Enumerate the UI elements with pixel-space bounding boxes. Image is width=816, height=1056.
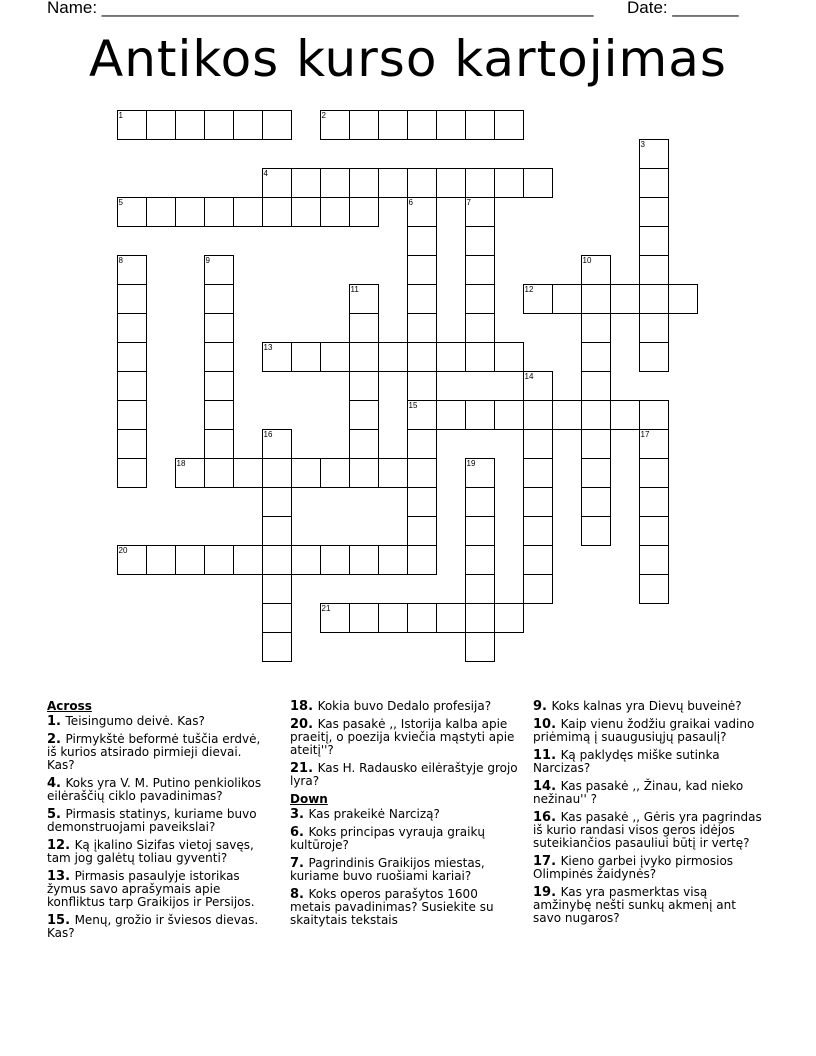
clue-item xyxy=(290,857,520,883)
grid-cell[interactable] xyxy=(494,400,524,430)
grid-cell[interactable] xyxy=(233,197,263,227)
grid-cell[interactable] xyxy=(639,139,669,169)
grid-cell[interactable] xyxy=(175,545,205,575)
clue-number-label: 12. xyxy=(47,838,75,853)
clue-item xyxy=(47,839,269,865)
grid-cell[interactable] xyxy=(349,429,379,459)
grid-cell[interactable] xyxy=(407,313,437,343)
clue-text: Koks principas vyrauja graikų kultūroje? xyxy=(290,825,485,852)
grid-cell[interactable] xyxy=(117,110,147,140)
grid-cell[interactable] xyxy=(523,400,553,430)
clue-number: 13 xyxy=(263,342,273,352)
grid-cell[interactable] xyxy=(407,110,437,140)
clue-number: 5 xyxy=(118,197,123,207)
grid-cell[interactable] xyxy=(581,429,611,459)
clue-number-label: 19. xyxy=(533,885,561,900)
clue-text: Koks kalnas yra Dievų buveinė? xyxy=(551,699,742,713)
clue-item xyxy=(290,888,520,927)
clue-text: Ką paklydęs miške sutinka Narcizas? xyxy=(533,748,720,775)
clue-number: 2 xyxy=(321,110,326,120)
grid-cell[interactable] xyxy=(233,458,263,488)
grid-cell[interactable] xyxy=(204,400,234,430)
grid-cell[interactable] xyxy=(233,110,263,140)
grid-cell[interactable] xyxy=(407,516,437,546)
grid-cell[interactable] xyxy=(262,603,292,633)
grid-cell[interactable] xyxy=(581,342,611,372)
clue-number: 21 xyxy=(321,603,331,613)
grid-cell[interactable] xyxy=(291,458,321,488)
grid-cell[interactable] xyxy=(204,429,234,459)
clue-number-label: 1. xyxy=(47,714,66,729)
grid-cell[interactable] xyxy=(552,284,582,314)
grid-cell[interactable] xyxy=(610,400,640,430)
grid-cell[interactable] xyxy=(117,458,147,488)
grid-cell[interactable] xyxy=(494,342,524,372)
clue-item xyxy=(47,777,269,803)
grid-cell[interactable] xyxy=(262,197,292,227)
grid-cell[interactable] xyxy=(639,429,669,459)
grid-cell[interactable] xyxy=(146,110,176,140)
clue-item xyxy=(533,811,763,850)
clue-text: Kas prakeikė Narcizą? xyxy=(308,807,440,821)
grid-cell[interactable] xyxy=(262,516,292,546)
grid-cell[interactable] xyxy=(146,545,176,575)
grid-cell[interactable] xyxy=(523,487,553,517)
clue-number-label: 11. xyxy=(533,748,561,763)
grid-cell[interactable] xyxy=(523,284,553,314)
grid-cell[interactable] xyxy=(465,197,495,227)
clue-text: Pagrindinis Graikijos miestas, kuriame buvo ruošiami kariai? xyxy=(290,856,485,883)
grid-cell[interactable] xyxy=(349,313,379,343)
grid-cell[interactable] xyxy=(639,342,669,372)
grid-cell[interactable] xyxy=(117,429,147,459)
grid-cell[interactable] xyxy=(262,632,292,662)
grid-cell[interactable] xyxy=(465,255,495,285)
grid-cell[interactable] xyxy=(523,545,553,575)
clue-number-label: 21. xyxy=(290,761,318,776)
grid-cell[interactable] xyxy=(320,110,350,140)
grid-cell[interactable] xyxy=(436,110,466,140)
grid-cell[interactable] xyxy=(262,342,292,372)
clue-number-label: 17. xyxy=(533,854,561,869)
grid-cell[interactable] xyxy=(494,110,524,140)
grid-cell[interactable] xyxy=(407,400,437,430)
grid-cell[interactable] xyxy=(407,342,437,372)
clue-text: Koks operos parašytos 1600 metais pavadinimas? Susiekite su skaitytais tekstais xyxy=(290,887,494,927)
grid-cell[interactable] xyxy=(204,255,234,285)
grid-cell[interactable] xyxy=(262,545,292,575)
grid-cell[interactable] xyxy=(378,342,408,372)
clue-number: 1 xyxy=(118,110,123,120)
grid-cell[interactable] xyxy=(581,313,611,343)
grid-cell[interactable] xyxy=(378,110,408,140)
grid-cell[interactable] xyxy=(581,516,611,546)
grid-cell[interactable] xyxy=(233,545,263,575)
grid-cell[interactable] xyxy=(610,284,640,314)
grid-cell[interactable] xyxy=(349,168,379,198)
grid-cell[interactable] xyxy=(465,516,495,546)
grid-cell[interactable] xyxy=(639,284,669,314)
grid-cell[interactable] xyxy=(465,458,495,488)
clue-number-label: 2. xyxy=(47,732,66,747)
grid-cell[interactable] xyxy=(494,168,524,198)
clue-item xyxy=(47,715,269,728)
grid-cell[interactable] xyxy=(204,342,234,372)
clue-text: Menų, grožio ir šviesos dievas. Kas? xyxy=(47,913,259,940)
grid-cell[interactable] xyxy=(465,632,495,662)
grid-cell[interactable] xyxy=(581,400,611,430)
clue-number: 11 xyxy=(350,284,359,294)
grid-cell[interactable] xyxy=(349,371,379,401)
clue-text: Pirmasis statinys, kuriame buvo demonstruojami paveikslai? xyxy=(47,807,257,834)
clue-item xyxy=(290,718,520,757)
clue-number: 9 xyxy=(205,255,210,265)
grid-cell[interactable] xyxy=(117,400,147,430)
grid-cell[interactable] xyxy=(204,313,234,343)
clue-item xyxy=(290,762,520,788)
clues-column-1 xyxy=(47,700,269,945)
clue-number-label: 9. xyxy=(533,699,552,714)
grid-cell[interactable] xyxy=(407,197,437,227)
grid-cell[interactable] xyxy=(291,545,321,575)
grid-cell[interactable] xyxy=(175,197,205,227)
clue-number: 3 xyxy=(640,139,645,149)
grid-cell[interactable] xyxy=(465,342,495,372)
clue-number: 8 xyxy=(118,255,123,265)
grid-cell[interactable] xyxy=(262,487,292,517)
grid-cell[interactable] xyxy=(349,110,379,140)
grid-cell[interactable] xyxy=(204,371,234,401)
grid-cell[interactable] xyxy=(523,574,553,604)
clue-number-label: 7. xyxy=(290,856,309,871)
grid-cell[interactable] xyxy=(436,342,466,372)
clue-number-label: 3. xyxy=(290,807,309,822)
grid-cell[interactable] xyxy=(552,400,582,430)
grid-cell[interactable] xyxy=(117,545,147,575)
clue-number: 18 xyxy=(176,458,186,468)
clue-item xyxy=(290,826,520,852)
clue-item xyxy=(47,733,269,772)
grid-cell[interactable] xyxy=(523,168,553,198)
grid-cell[interactable] xyxy=(523,516,553,546)
grid-cell[interactable] xyxy=(349,603,379,633)
grid-cell[interactable] xyxy=(639,487,669,517)
grid-cell[interactable] xyxy=(523,458,553,488)
grid-cell[interactable] xyxy=(204,458,234,488)
grid-cell[interactable] xyxy=(523,371,553,401)
grid-cell[interactable] xyxy=(204,110,234,140)
grid-cell[interactable] xyxy=(175,458,205,488)
grid-cell[interactable] xyxy=(581,284,611,314)
clue-number-label: 18. xyxy=(290,699,318,714)
clue-number-label: 5. xyxy=(47,807,66,822)
clue-item xyxy=(533,886,763,925)
grid-cell[interactable] xyxy=(204,197,234,227)
clue-item xyxy=(47,808,269,834)
page-title: Antikos kurso kartojimas xyxy=(89,30,727,88)
grid-cell[interactable] xyxy=(262,458,292,488)
grid-cell[interactable] xyxy=(262,429,292,459)
clue-text: Teisingumo deivė. Kas? xyxy=(65,714,205,728)
grid-cell[interactable] xyxy=(523,429,553,459)
grid-cell[interactable] xyxy=(117,197,147,227)
grid-cell[interactable] xyxy=(639,516,669,546)
clue-number-label: 8. xyxy=(290,887,309,902)
grid-cell[interactable] xyxy=(349,342,379,372)
clue-item xyxy=(47,914,269,940)
clue-number: 15 xyxy=(408,400,418,410)
grid-cell[interactable] xyxy=(407,487,437,517)
grid-cell[interactable] xyxy=(407,255,437,285)
across-heading: Across xyxy=(47,699,92,713)
grid-cell[interactable] xyxy=(465,313,495,343)
grid-cell[interactable] xyxy=(378,603,408,633)
grid-cell[interactable] xyxy=(320,168,350,198)
grid-cell[interactable] xyxy=(117,313,147,343)
clue-number: 6 xyxy=(408,197,413,207)
clue-text: Kas pasakė ,, Gėris yra pagrindas iš kurio randasi visos geros idėjos suteikiančios pasauliui būtį ir vertę? xyxy=(533,810,762,850)
grid-cell[interactable] xyxy=(436,400,466,430)
grid-cell[interactable] xyxy=(349,458,379,488)
date-field-label: Date: _______ xyxy=(627,0,739,17)
grid-cell[interactable] xyxy=(436,168,466,198)
grid-cell[interactable] xyxy=(407,284,437,314)
clue-number-label: 10. xyxy=(533,717,561,732)
clue-number-label: 16. xyxy=(533,810,561,825)
grid-cell[interactable] xyxy=(494,603,524,633)
clue-text: Kas pasakė ,, Istorija kalba apie praeitį, o poezija kviečia mąstyti apie ateitį''? xyxy=(290,717,515,757)
clue-item xyxy=(533,718,763,744)
clue-item xyxy=(533,780,763,806)
grid-cell[interactable] xyxy=(407,371,437,401)
clue-item xyxy=(290,808,520,821)
grid-cell[interactable] xyxy=(581,255,611,285)
grid-cell[interactable] xyxy=(378,545,408,575)
clue-number: 16 xyxy=(263,429,273,439)
grid-cell[interactable] xyxy=(465,284,495,314)
grid-cell[interactable] xyxy=(465,487,495,517)
grid-cell[interactable] xyxy=(291,197,321,227)
grid-cell[interactable] xyxy=(465,226,495,256)
grid-cell[interactable] xyxy=(465,110,495,140)
clue-number-label: 6. xyxy=(290,825,309,840)
grid-cell[interactable] xyxy=(465,400,495,430)
grid-cell[interactable] xyxy=(639,400,669,430)
grid-cell[interactable] xyxy=(581,458,611,488)
clue-item xyxy=(290,700,520,713)
grid-cell[interactable] xyxy=(320,342,350,372)
clue-text: Kas pasakė ,, Žinau, kad nieko nežinau'' ? xyxy=(533,779,744,806)
grid-cell[interactable] xyxy=(639,168,669,198)
grid-cell[interactable] xyxy=(639,197,669,227)
grid-cell[interactable] xyxy=(117,255,147,285)
grid-cell[interactable] xyxy=(465,545,495,575)
clue-text: Kaip vienu žodžiu graikai vadino priėmimą į suaugusiųjų pasaulį? xyxy=(533,717,755,744)
grid-cell[interactable] xyxy=(378,168,408,198)
clue-text: Kas yra pasmerktas visą amžinybę nešti sunkų akmenį ant savo nugaros? xyxy=(533,885,736,925)
grid-cell[interactable] xyxy=(465,168,495,198)
grid-cell[interactable] xyxy=(639,226,669,256)
clue-number-label: 20. xyxy=(290,717,318,732)
grid-cell[interactable] xyxy=(407,226,437,256)
grid-cell[interactable] xyxy=(204,545,234,575)
grid-cell[interactable] xyxy=(639,313,669,343)
grid-cell[interactable] xyxy=(581,371,611,401)
down-heading: Down xyxy=(290,792,328,806)
grid-cell[interactable] xyxy=(117,371,147,401)
grid-cell[interactable] xyxy=(407,545,437,575)
grid-cell[interactable] xyxy=(262,168,292,198)
grid-cell[interactable] xyxy=(262,110,292,140)
grid-cell[interactable] xyxy=(668,284,698,314)
clue-item xyxy=(533,700,763,713)
grid-cell[interactable] xyxy=(320,458,350,488)
clue-item xyxy=(47,870,269,909)
clue-number-label: 13. xyxy=(47,869,75,884)
clue-number: 17 xyxy=(640,429,650,439)
clue-item xyxy=(533,749,763,775)
grid-cell[interactable] xyxy=(639,545,669,575)
grid-cell[interactable] xyxy=(117,342,147,372)
grid-cell[interactable] xyxy=(349,284,379,314)
grid-cell[interactable] xyxy=(349,400,379,430)
clue-text: Pirmasis pasaulyje istorikas žymus savo aprašymais apie konfliktus tarp Graikijos ir Persijos. xyxy=(47,869,255,909)
grid-cell[interactable] xyxy=(204,284,234,314)
grid-cell[interactable] xyxy=(407,603,437,633)
name-field-label: Name: ____________________________________________________ xyxy=(47,0,594,17)
clue-number: 12 xyxy=(524,284,534,294)
clue-text: Kas H. Radausko eilėraštyje grojo lyra? xyxy=(290,761,518,788)
grid-cell[interactable] xyxy=(320,545,350,575)
clues-column-3 xyxy=(533,700,763,930)
grid-cell[interactable] xyxy=(291,168,321,198)
clues-column-2 xyxy=(290,700,520,932)
grid-cell[interactable] xyxy=(349,197,379,227)
grid-cell[interactable] xyxy=(320,603,350,633)
clue-number-label: 15. xyxy=(47,913,75,928)
clue-number: 20 xyxy=(118,545,128,555)
clue-text: Kieno garbei įvyko pirmosios Olimpinės žaidynės? xyxy=(533,854,734,881)
clue-text: Kokia buvo Dedalo profesija? xyxy=(317,699,492,713)
grid-cell[interactable] xyxy=(262,574,292,604)
clue-text: Pirmykštė beformė tuščia erdvė, iš kurios atsirado pirmieji dievai. Kas? xyxy=(47,732,261,772)
grid-cell[interactable] xyxy=(291,342,321,372)
grid-cell[interactable] xyxy=(117,284,147,314)
clue-number: 7 xyxy=(466,197,471,207)
clue-number-label: 14. xyxy=(533,779,561,794)
grid-cell[interactable] xyxy=(465,574,495,604)
grid-cell[interactable] xyxy=(465,603,495,633)
clue-item xyxy=(533,855,763,881)
grid-cell[interactable] xyxy=(407,429,437,459)
clue-number: 19 xyxy=(466,458,476,468)
grid-cell[interactable] xyxy=(349,545,379,575)
grid-cell[interactable] xyxy=(378,458,408,488)
clue-number: 14 xyxy=(524,371,534,381)
grid-cell[interactable] xyxy=(639,574,669,604)
clue-text: Ką įkalino Sizifas vietoj savęs, tam jog galėtų toliau gyventi? xyxy=(47,838,254,865)
grid-cell[interactable] xyxy=(175,110,205,140)
clue-number: 10 xyxy=(582,255,592,265)
grid-cell[interactable] xyxy=(407,168,437,198)
clue-number: 4 xyxy=(263,168,268,178)
grid-cell[interactable] xyxy=(436,603,466,633)
grid-cell[interactable] xyxy=(581,487,611,517)
grid-cell[interactable] xyxy=(639,255,669,285)
clue-number-label: 4. xyxy=(47,776,66,791)
grid-cell[interactable] xyxy=(639,458,669,488)
grid-cell[interactable] xyxy=(146,197,176,227)
grid-cell[interactable] xyxy=(407,458,437,488)
grid-cell[interactable] xyxy=(320,197,350,227)
clue-text: Koks yra V. M. Putino penkiolikos eilėraščių ciklo pavadinimas? xyxy=(47,776,262,803)
